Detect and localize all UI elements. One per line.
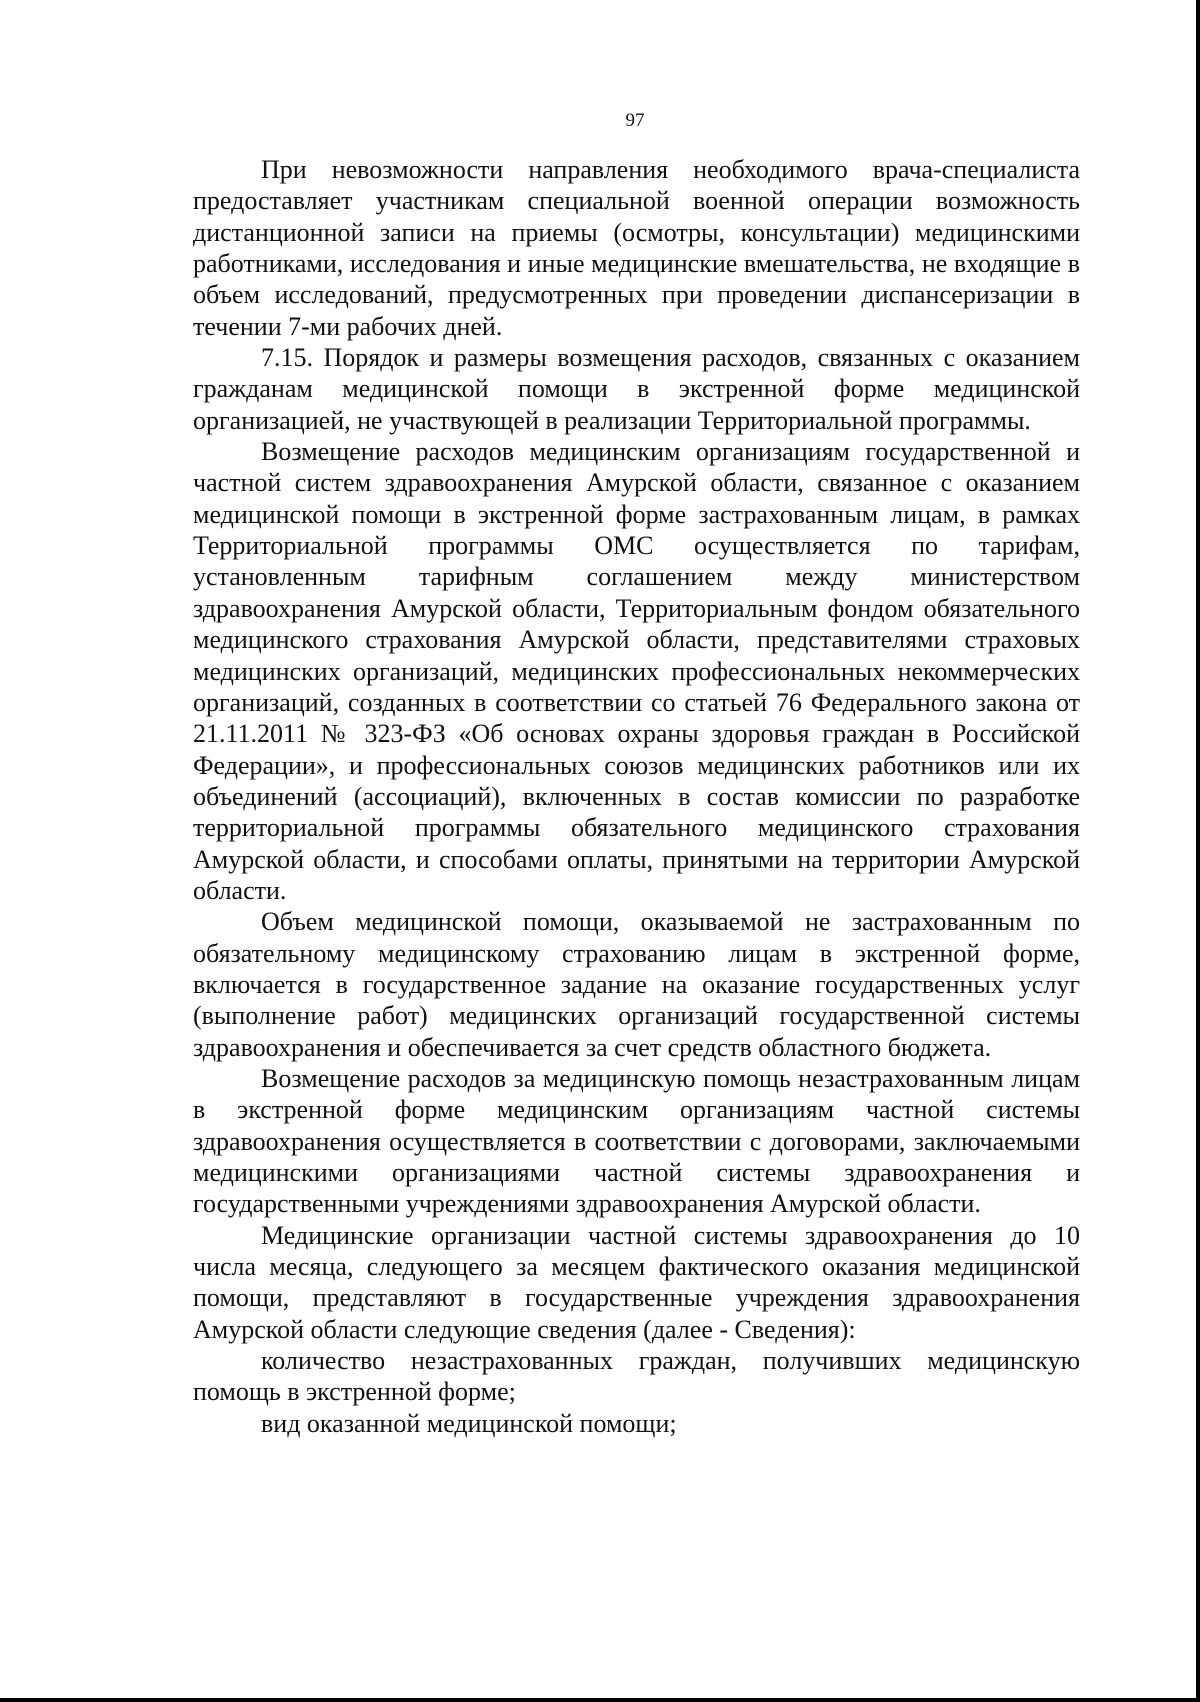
paragraph-private-reporting: Медицинские организации частной системы здравоохранения до 10 числа месяца, следующего за месяцем фактического оказания медицинской помощи, представляют в государственные учреждения здравоохранения Амурской области следующие сведения (далее - Сведения): [193, 1220, 1080, 1344]
scan-edge-right [1196, 0, 1200, 1702]
paragraph-reimbursement-oms: Возмещение расходов медицинским организациям государственной и частной систем здравоохранения Амурской области, связанное с оказанием медицинской помощи в экстренной форме застрахованным лицам, в рамках Территориальной программы ОМС осуществляется по тарифам, установленным тарифным соглашением между министерством здравоохранения Амурской области, Территориальным фондом обязательного медицинского страхования Амурской области, представителями страховых медицинских организаций, медицинских профессиональных некоммерческих организаций, созданных в соответствии со статьей 76 Федерального закона от 21.11.2011 № 323-ФЗ «Об основах охраны здоровья граждан в Российской Федерации», и профессиональных союзов медицинских работников или их объединений (ассоциаций), включенных в состав комиссии по разработке территориальной программы обязательного медицинского страхования Амурской области, и способами оплаты, принятыми на территории Амурской области. [193, 437, 1080, 905]
page-number: 97 [625, 110, 645, 131]
document-body [193, 154, 1080, 1439]
paragraph-care-type: вид оказанной медицинской помощи; [261, 1408, 677, 1438]
paragraph-count-uninsured: количество незастрахованных граждан, получивших медицинскую помощь в экстренной форме; [193, 1346, 1080, 1407]
paragraph-uninsured-volume: Объем медицинской помощи, оказываемой не застрахованным по обязательному медицинскому страхованию лицам в экстренной форме, включается в государственное задание на оказание государственных услуг (выполнение работ) медицинских организаций государственной системы здравоохранения и обеспечивается за счет средств областного бюджета. [193, 907, 1080, 1062]
paragraph-private-reimbursement: Возмещение расходов за медицинскую помощь незастрахованным лицам в экстренной форме медицинским организациям частной системы здравоохранения осуществляется в соответствии с договорами, заключаемыми медицинскими организациями частной системы здравоохранения и государственными учреждениями здравоохранения Амурской области. [193, 1063, 1080, 1219]
paragraph-section-7-15-heading: 7.15. Порядок и размеры возмещения расходов, связанных с оказанием гражданам медицинской помощи в экстренной форме медицинской организацией, не участвующей в реализации Территориальной программы. [193, 343, 1080, 435]
scan-edge-bottom [0, 1698, 1200, 1702]
paragraph-remote-appointment: При невозможности направления необходимого врача-специалиста предоставляет участникам специальной военной операции возможность дистанционной записи на приемы (осмотры, консультации) медицинскими работниками, исследования и иные медицинские вмешательства, не входящие в объем исследований, предусмотренных при проведении диспансеризации в течении 7-ми рабочих дней. [193, 155, 1080, 341]
